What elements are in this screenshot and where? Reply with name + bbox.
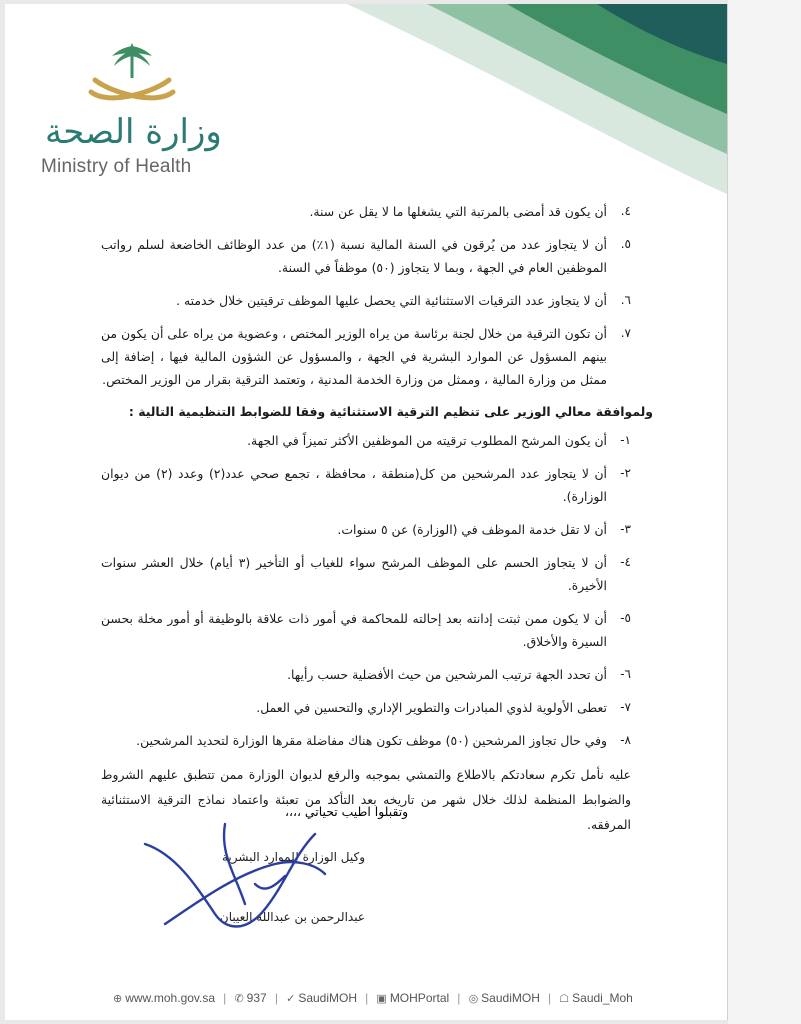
- item-text: أن لا يتجاوز عدد الترقيات الاستثنائية التي يحصل عليها الموظف ترقيتين خلال خدمته .: [176, 293, 607, 308]
- item-number: ٦.: [620, 293, 631, 307]
- ministry-name-arabic: وزارة الصحة: [45, 112, 222, 152]
- snapchat-icon: ☖: [559, 992, 570, 1005]
- letter-page: [5, 4, 728, 1020]
- item-text: أن لا يتجاوز الحسم على الموظف المرشح سواء للغياب أو التأخير (٣ أيام) خلال العشر سنوات الأخيرة.: [101, 555, 607, 593]
- item-number: ٦-: [620, 667, 631, 681]
- item-number: ١-: [620, 433, 631, 447]
- ministry-name-english: Ministry of Health: [41, 156, 192, 177]
- list-item: [101, 696, 631, 719]
- right-margin-strip: [728, 0, 801, 1024]
- item-number: ٤.: [620, 204, 631, 218]
- item-number: ٨-: [620, 733, 631, 747]
- globe-icon: ⊕: [113, 992, 123, 1005]
- footer-instagram[interactable]: ◎ SaudiMOH: [468, 991, 540, 1005]
- item-number: ٥.: [620, 237, 631, 251]
- regulations-list: [101, 429, 631, 752]
- closing-paragraph: عليه نأمل تكرم سعادتكم بالاطلاع والتمشي بموجبه والرفع لديوان الوزارة ممن تتطبق عليهم الشروط والضوابط المنظمة لذلك خلال شهر من تاريخه بعد التأكد من تعبئة واعتماد نماذج الترقية الاستثنائية المرفقه.: [101, 767, 631, 832]
- twitter-icon: ✓: [286, 992, 296, 1005]
- item-text: أن تحدد الجهة ترتيب المرشحين من حيث الأفضلية حسب رأيها.: [287, 667, 607, 682]
- item-number: ٥-: [620, 611, 631, 625]
- list-item: [101, 551, 631, 597]
- list-item: [101, 729, 631, 752]
- list-item: [101, 429, 631, 452]
- item-text: أن لا تقل خدمة الموظف في (الوزارة) عن ٥ سنوات.: [337, 522, 607, 537]
- footer-contacts: ⊕ www.moh.gov.sa | ✆ 937 | ✓ SaudiMOH | ▣ MOHPortal | ◎ SaudiMOH | ☖ Saudi_Moh: [113, 991, 633, 1005]
- ministry-logo-emblem: [35, 40, 205, 115]
- instagram-icon: ◎: [468, 992, 479, 1005]
- conditions-list: [101, 200, 631, 391]
- handwritten-signature: [125, 814, 335, 944]
- item-number: ٤-: [620, 555, 631, 569]
- signatory-title: وكيل الوزارة للموارد البشرية: [221, 850, 365, 864]
- list-item: [101, 289, 631, 312]
- list-item: [101, 607, 631, 653]
- item-text: وفي حال تجاوز المرشحين (٥٠) موظف تكون هناك مفاضلة مقرها الوزارة لتحديد المرشحين.: [136, 733, 607, 748]
- list-item: [101, 322, 631, 391]
- item-number: ٧.: [620, 326, 631, 340]
- footer-portal[interactable]: ▣ MOHPortal: [376, 991, 450, 1005]
- item-text: أن لا يتجاوز عدد من يُرقون في السنة المالية نسبة (١٪) من عدد الوظائف الخاضعة لسلم رواتب الموظفين العام في الجهة ، وبما لا يتجاوز (٥٠) موظفاً في السنة.: [101, 237, 607, 275]
- item-number: ٣-: [620, 522, 631, 536]
- list-item: [101, 233, 631, 279]
- footer-phone[interactable]: ✆ 937: [234, 991, 267, 1005]
- header-corner-decoration: [167, 4, 727, 194]
- item-number: ٢-: [620, 466, 631, 480]
- item-text: أن لا يكون ممن ثبتت إدانته بعد إحالته للمحاكمة في أمور ذات علاقة بالوظيفة أو أمور مخلة بحسن السيرة والأخلاق.: [101, 611, 607, 649]
- signatory-name: عبدالرحمن بن عبدالله العيبان: [219, 910, 365, 924]
- list-item: [101, 663, 631, 686]
- item-number: ٧-: [620, 700, 631, 714]
- greeting: وتقبلوا اطيب تحياتي ،،،،: [285, 804, 409, 819]
- item-text: أن يكون المرشح المطلوب ترقيته من الموظفين الأكثر تميزاً في الجهة.: [247, 433, 607, 448]
- footer-twitter[interactable]: ✓ SaudiMOH: [286, 991, 357, 1005]
- list-item: [101, 518, 631, 541]
- approval-heading: ولموافقة معالي الوزير على تنظيم الترقية الاستثنائية وفقا للضوابط التنظيمية التالية :: [128, 404, 653, 419]
- phone-icon: ✆: [234, 992, 244, 1005]
- item-text: تعطى الأولوية لذوي المبادرات والتطوير الإداري والتحسين في العمل.: [256, 700, 607, 715]
- item-text: أن يكون قد أمضى بالمرتبة التي يشغلها ما لا يقل عن سنة.: [309, 204, 607, 219]
- item-text: أن لا يتجاوز عدد المرشحين من كل(منطقة ، محافظة ، تجمع صحي عدد(٢) وعدد (٢) من ديوان الوزارة).: [101, 466, 607, 504]
- footer-snapchat[interactable]: ☖ Saudi_Moh: [559, 991, 633, 1005]
- item-text: أن تكون الترقية من خلال لجنة برئاسة من يراه الوزير المختص ، وعضوية من يراه على أن يكون من بينهم المسؤول عن الموارد البشرية في الجهة ، والمسؤول عن الشؤون المالية فيها ، إضافة إلى ممثل من وزارة المالية ، وممثل من وزارة الخدمة المدنية ، وتعتمد الترقية بقرار من الوزير المختص.: [101, 326, 607, 387]
- footer-website[interactable]: ⊕ www.moh.gov.sa: [113, 991, 216, 1005]
- letter-body: [101, 200, 653, 837]
- portal-icon: ▣: [376, 992, 387, 1005]
- list-item: [101, 462, 631, 508]
- list-item: [101, 200, 631, 223]
